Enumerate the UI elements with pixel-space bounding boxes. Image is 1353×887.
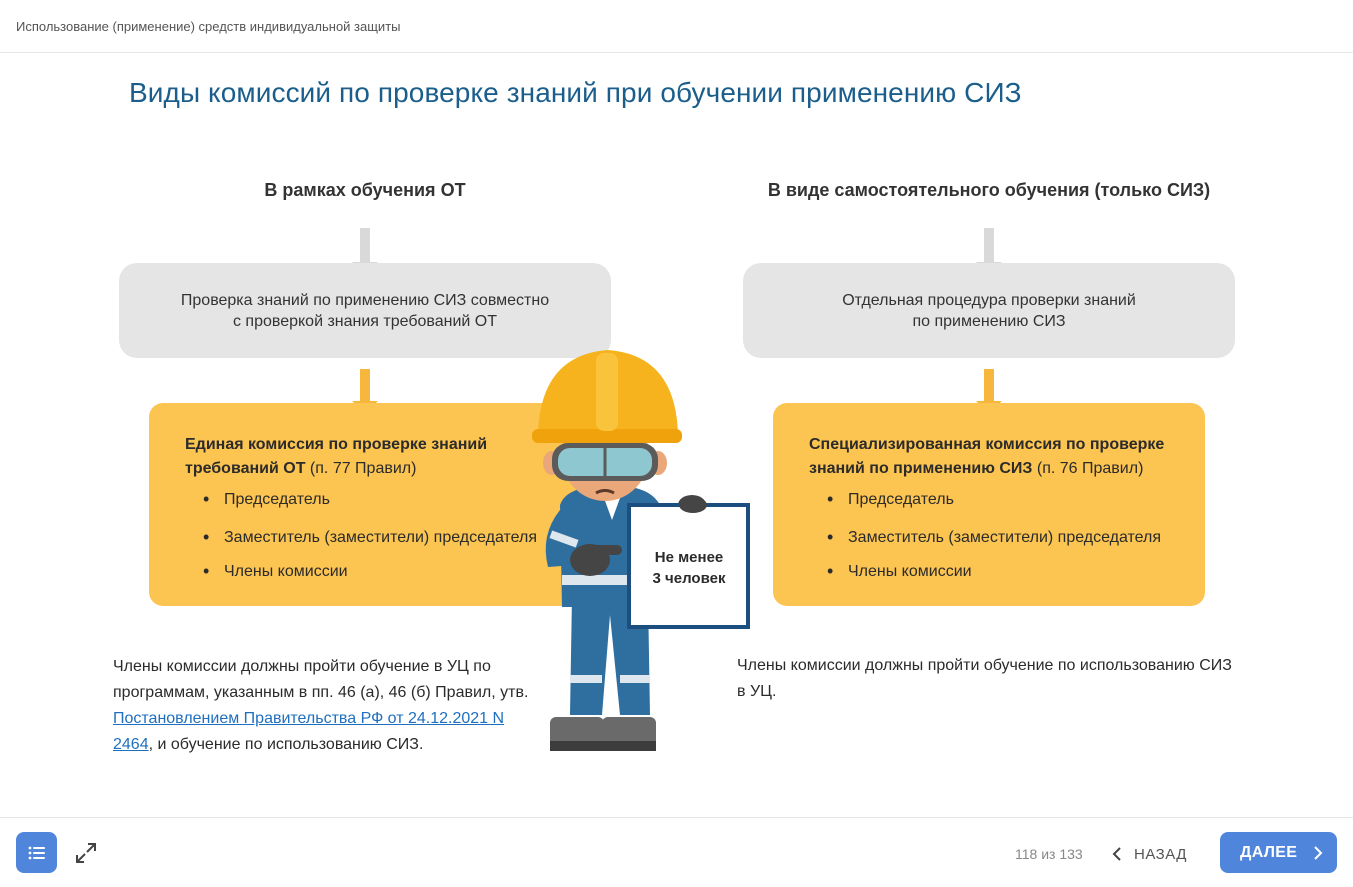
right-commission-ref: (п. 76 Правил) (1032, 460, 1144, 477)
left-note-text1: Члены комиссии должны пройти обучение в УЦ по программам, указанным в пп. 46 (а), 46 (б) Правил, утв. (113, 658, 529, 701)
list-item: • Председатель (809, 491, 954, 509)
next-label: ДАЛЕЕ (1240, 843, 1298, 861)
fullscreen-icon[interactable] (74, 841, 98, 865)
top-bar (0, 0, 1353, 53)
list-item: • Заместитель (заместители) председателя (809, 529, 1161, 547)
list-icon (28, 845, 46, 861)
sign-line1: Не менее (654, 549, 724, 566)
right-procedure-line2: по применению СИЗ (912, 312, 1066, 330)
page-counter: 118 из 133 (1015, 846, 1083, 862)
left-procedure-line1: Проверка знаний по применению СИЗ совместно (180, 291, 550, 309)
right-commission-name: Специализированная комиссия по проверке знаний по применению СИЗ (809, 436, 1165, 477)
left-column-heading: В рамках обучения ОТ (264, 180, 466, 200)
sign-text (634, 547, 744, 589)
right-column-heading: В виде самостоятельного обучения (только СИЗ) (767, 180, 1211, 200)
list-item: • Заместитель (заместители) председателя (185, 529, 537, 547)
next-button[interactable] (1220, 832, 1337, 873)
list-item: • Члены комиссии (809, 563, 972, 581)
sign-line2: 3 человек (652, 570, 726, 587)
left-commission-heading (185, 433, 565, 481)
right-procedure-box (743, 263, 1235, 358)
right-commission-heading (809, 433, 1189, 481)
back-label: НАЗАД (1134, 845, 1187, 863)
left-note-text2: , и обучение по использованию СИЗ. (148, 736, 424, 753)
decree-link[interactable]: Постановлением Правительства РФ от 24.12.2021 N 2464 (113, 710, 505, 753)
slide-title: Виды комиссий по проверке знаний при обучении применению СИЗ (129, 77, 1022, 108)
menu-button[interactable] (16, 832, 57, 873)
left-commission-box (149, 403, 581, 606)
left-note (113, 654, 543, 758)
left-commission-ref: (п. 77 Правил) (305, 460, 417, 477)
back-button[interactable] (1112, 840, 1187, 868)
left-commission-name: Единая комиссия по проверке знаний требований ОТ (185, 436, 488, 477)
left-procedure-box (119, 263, 611, 358)
left-procedure-line2: с проверкой знания требований ОТ (232, 312, 498, 330)
hand-icon (678, 496, 708, 514)
list-item: • Председатель (185, 491, 330, 509)
right-commission-box (773, 403, 1205, 606)
right-procedure-line1: Отдельная процедура проверки знаний (842, 291, 1136, 309)
chevron-right-icon (1313, 845, 1323, 861)
course-title: Использование (применение) средств индивидуальной защиты (16, 19, 401, 34)
right-note: Члены комиссии должны пройти обучение по использованию СИЗ в УЦ. (737, 657, 1232, 700)
chevron-left-icon (1112, 846, 1122, 862)
list-item: • Члены комиссии (185, 563, 348, 581)
